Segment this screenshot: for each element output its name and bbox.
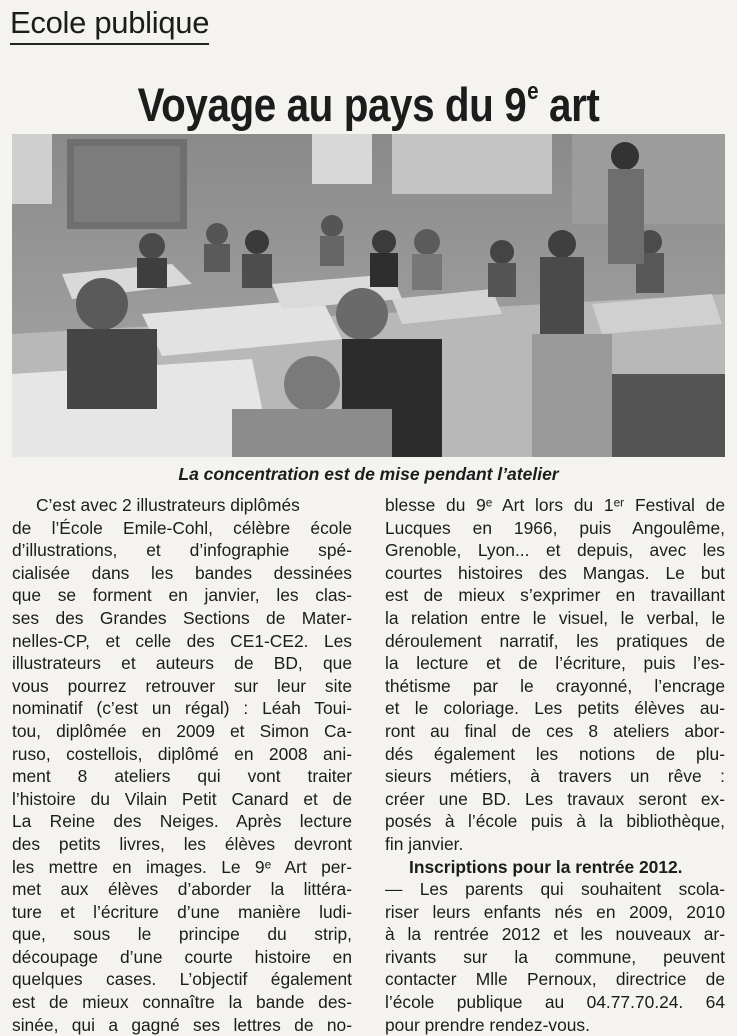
text-line: met aux élèves d’aborder la littéra- [12, 879, 352, 900]
article-column-2 [385, 494, 725, 1036]
headline-text: Voyage au pays du 9 [137, 78, 527, 131]
text-line: nominatif (c’est un régal) : Léah Toui- [12, 698, 352, 719]
text-line: fin janvier. [385, 833, 464, 854]
headline-tail: art [538, 78, 600, 131]
text-line: C’est avec 2 illustrateurs diplômés [36, 495, 300, 515]
text-line: Grenoble, Lyon... et depuis, avec les [385, 540, 725, 561]
text-line: des petits livres, les élèves devront [12, 833, 352, 854]
text-line: la lecture et de l’écriture, puis l’es- [385, 653, 725, 674]
text-line: ment 8 ateliers qui vont traiter [12, 766, 352, 787]
text-line: dés également les notions de plu- [385, 743, 725, 764]
text-line: tou, diplômée en 2009 et Simon Ca- [12, 720, 352, 741]
text-line: créer une BD. Les travaux seront ex- [385, 788, 725, 809]
text-line: blesse du 9ᵉ Art lors du 1ᵉʳ Festival de [385, 495, 725, 515]
text-line: que, sous le principe du strip, [12, 924, 352, 945]
text-line: est de mieux s’exprimer en travaillant [385, 585, 725, 606]
text-line: La Reine des Neiges. Après lecture [12, 811, 352, 832]
text-line: que se forment en janvier, les clas- [12, 585, 352, 606]
text-line: posés à l’école puis à la bibliothèque, [385, 811, 725, 832]
text-line: pour prendre rendez-vous. [385, 1014, 590, 1035]
text-line: ront au final de ces 8 ateliers abor- [385, 720, 725, 741]
text-line: sieurs métiers, à travers un rêve : [385, 766, 725, 787]
text-line: de l’École Emile-Cohl, célèbre école [12, 517, 352, 538]
text-line: thétisme par le crayonné, l’encrage [385, 675, 725, 696]
text-line: nelles-CP, et celle des CE1-CE2. Les [12, 630, 352, 651]
text-line: — Les parents qui souhaitent scola- [385, 879, 725, 900]
photo-caption: La concentration est de mise pendant l’atelier [178, 464, 559, 484]
headline-superscript: e [527, 78, 539, 105]
text-line: Lucques en 1966, puis Angoulême, [385, 517, 725, 538]
text-line: rivants sur la commune, peuvent [385, 946, 725, 967]
text-line: à la rentrée 2012 et les nouveaux ar- [385, 924, 725, 945]
article-column-1 [12, 494, 352, 1036]
text-line: et le coloriage. Les petits élèves au- [385, 698, 725, 719]
text-line: l’école publique au 04.77.70.24. 64 [385, 992, 725, 1013]
text-line: ture et l’écriture d’une manière ludi- [12, 901, 352, 922]
text-line: courtes histoires des Mangas. Le but [385, 562, 725, 583]
text-line: ses des Grandes Sections de Mater- [12, 607, 352, 628]
classroom-photo-illustration [12, 134, 725, 457]
text-line: illustrateurs et auteurs de BD, que [12, 653, 352, 674]
text-line: l’histoire du Vilain Petit Canard et de [12, 788, 352, 809]
text-line: vous pourrez retrouver sur leur site [12, 675, 352, 696]
section-kicker: Ecole publique [10, 4, 209, 45]
text-line: ruso, costellois, diplômé en 2008 ani- [12, 743, 352, 764]
text-line: est de mieux connaître la bande des- [12, 992, 352, 1013]
inscriptions-heading: Inscriptions pour la rentrée 2012. [409, 856, 683, 877]
text-line: quelques cases. L’objectif également [12, 969, 352, 990]
text-line: déroulement narratif, les pratiques de [385, 630, 725, 651]
classroom-photo [12, 134, 725, 457]
text-line: découpage d’une courte histoire en [12, 946, 352, 967]
text-line: d’illustrations, et d’infographie spé- [12, 540, 352, 561]
text-line: contacter Mlle Pernoux, directrice de [385, 969, 725, 990]
text-line: les mettre en images. Le 9ᵉ Art per- [12, 856, 352, 877]
text-line: cialisée dans les bandes dessinées [12, 562, 352, 583]
text-line: sinée, qui a gagné ses lettres de no- [12, 1014, 352, 1035]
text-line: riser leurs enfants nés en 2009, 2010 [385, 901, 725, 922]
headline [52, 62, 686, 135]
text-line: la relation entre le visuel, le verbal, le [385, 607, 725, 628]
